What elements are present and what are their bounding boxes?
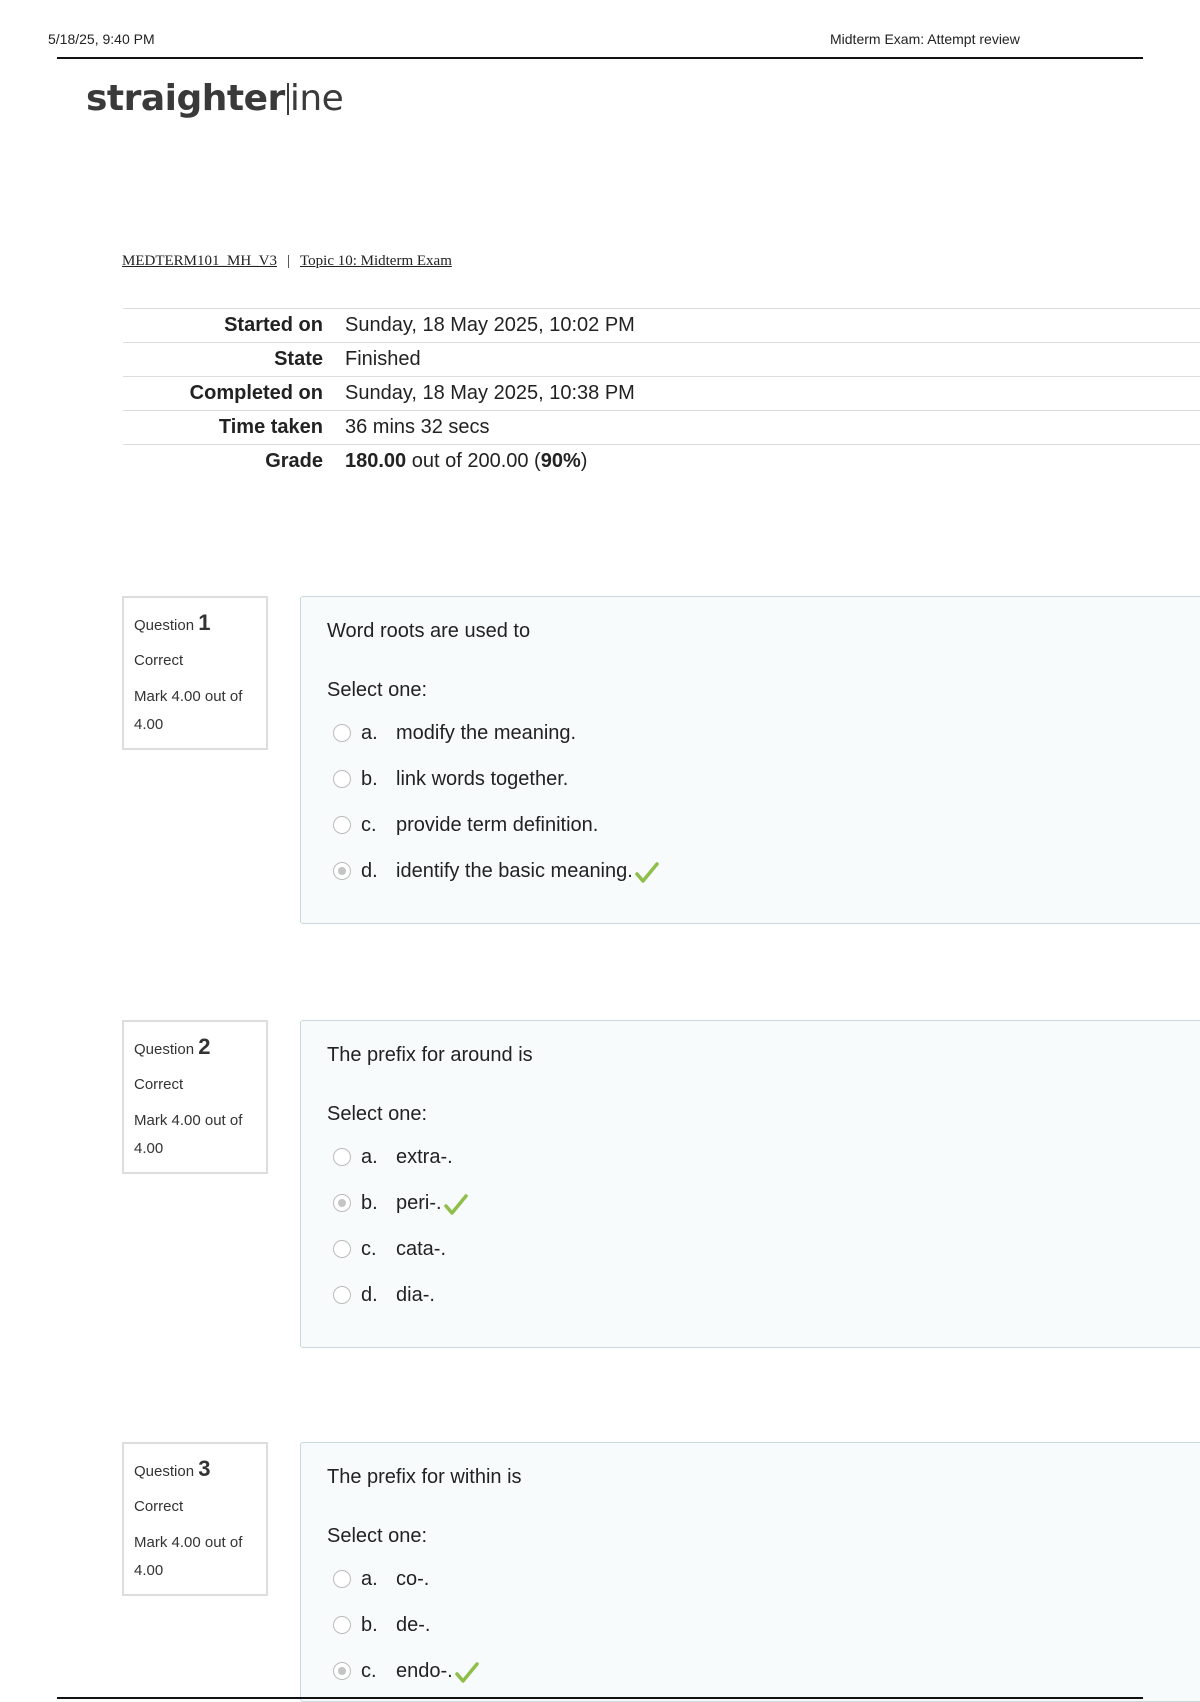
radio-button[interactable] xyxy=(333,1570,351,1588)
question-number-line xyxy=(134,610,256,636)
footer-divider xyxy=(57,1697,1143,1699)
answer-text: identify the basic meaning. xyxy=(396,859,633,882)
answer-option[interactable] xyxy=(327,1556,1193,1602)
question-mark: Mark 4.00 out of 4.00 xyxy=(134,1534,243,1579)
answer-text: co-. xyxy=(396,1567,430,1590)
question-mark: Mark 4.00 out of 4.00 xyxy=(134,1112,243,1157)
summary-label: Completed on xyxy=(189,382,323,404)
answer-option-selected[interactable] xyxy=(327,848,1193,894)
summary-value: Sunday, 18 May 2025, 10:38 PM xyxy=(345,382,635,404)
answer-letter: d. xyxy=(361,859,378,882)
answer-letter: c. xyxy=(361,1659,377,1682)
question-label: Question xyxy=(134,617,195,634)
radio-button-selected[interactable] xyxy=(333,862,351,880)
answer-option[interactable] xyxy=(327,710,1193,756)
grade-close: ) xyxy=(580,450,588,473)
answer-text: modify the meaning. xyxy=(396,721,577,744)
breadcrumb-topic-link[interactable]: Topic 10: Midterm Exam xyxy=(300,253,452,269)
question-info-box xyxy=(122,1020,268,1174)
question-number-line xyxy=(134,1456,256,1482)
answer-text: extra-. xyxy=(396,1145,453,1168)
breadcrumb-course-link[interactable]: MEDTERM101_MH_V3 xyxy=(122,253,278,269)
question-text: The prefix for within is xyxy=(327,1466,522,1488)
breadcrumb-separator: | xyxy=(287,253,291,269)
summary-row-started xyxy=(123,309,1200,343)
answer-letter: b. xyxy=(361,1613,378,1636)
question-content xyxy=(300,1020,1200,1348)
question-text: Word roots are used to xyxy=(327,620,531,642)
summary-row-state xyxy=(123,343,1200,377)
summary-label: State xyxy=(274,348,323,370)
checkmark-icon xyxy=(635,861,659,885)
answer-option-selected[interactable] xyxy=(327,1648,1193,1694)
radio-button[interactable] xyxy=(333,1240,351,1258)
print-title: Midterm Exam: Attempt review xyxy=(830,31,1020,47)
question-label: Question xyxy=(134,1041,195,1058)
grade-value xyxy=(345,445,1200,479)
answer-text: link words together. xyxy=(396,767,569,790)
question-number-line xyxy=(134,1034,256,1060)
answer-letter: b. xyxy=(361,767,378,790)
radio-button-selected[interactable] xyxy=(333,1194,351,1212)
answer-text: dia-. xyxy=(396,1283,435,1306)
summary-label: Started on xyxy=(224,314,323,336)
answer-list xyxy=(327,1556,1193,1694)
answer-text: cata-. xyxy=(396,1237,447,1260)
logo-text-bold: straighter xyxy=(86,78,285,119)
question-prompt: Select one: xyxy=(327,1103,428,1125)
answer-option-selected[interactable] xyxy=(327,1180,1193,1226)
question-state: Correct xyxy=(134,1076,184,1093)
breadcrumb xyxy=(122,253,452,270)
summary-value: Sunday, 18 May 2025, 10:02 PM xyxy=(345,314,635,336)
attempt-summary-table xyxy=(123,308,1200,479)
answer-letter: a. xyxy=(361,1145,378,1168)
question-content xyxy=(300,596,1200,924)
grade-percent: 90% xyxy=(540,450,581,473)
question-state: Correct xyxy=(134,652,184,669)
summary-value: Finished xyxy=(345,348,421,370)
logo-bar xyxy=(287,83,289,115)
question-number: 3 xyxy=(198,1456,211,1481)
logo-text-light: ine xyxy=(289,78,344,119)
question-number: 1 xyxy=(198,610,211,635)
question-prompt: Select one: xyxy=(327,679,428,701)
answer-option[interactable] xyxy=(327,1602,1193,1648)
radio-button[interactable] xyxy=(333,1148,351,1166)
radio-button[interactable] xyxy=(333,1616,351,1634)
radio-button[interactable] xyxy=(333,1286,351,1304)
radio-button-selected[interactable] xyxy=(333,1662,351,1680)
question-info-box xyxy=(122,596,268,750)
answer-option[interactable] xyxy=(327,1272,1193,1318)
question-text: The prefix for around is xyxy=(327,1044,533,1066)
summary-row-grade xyxy=(123,445,1200,479)
answer-list xyxy=(327,710,1193,894)
print-date: 5/18/25, 9:40 PM xyxy=(48,31,155,47)
question-number: 2 xyxy=(198,1034,211,1059)
answer-text: peri-. xyxy=(396,1191,442,1214)
answer-letter: a. xyxy=(361,1567,378,1590)
answer-option[interactable] xyxy=(327,1226,1193,1272)
answer-letter: d. xyxy=(361,1283,378,1306)
grade-score: 180.00 xyxy=(345,450,407,473)
answer-text: de-. xyxy=(396,1613,431,1636)
question-mark: Mark 4.00 out of 4.00 xyxy=(134,688,243,733)
checkmark-icon xyxy=(444,1193,468,1217)
answer-text: provide term definition. xyxy=(396,813,599,836)
question-content xyxy=(300,1442,1200,1702)
answer-list xyxy=(327,1134,1193,1318)
answer-text: endo-. xyxy=(396,1659,453,1682)
radio-button[interactable] xyxy=(333,816,351,834)
straighterline-logo[interactable] xyxy=(86,78,343,119)
answer-option[interactable] xyxy=(327,756,1193,802)
radio-button[interactable] xyxy=(333,724,351,742)
grade-out-of: out of 200.00 ( xyxy=(411,450,541,473)
print-header xyxy=(0,0,1200,60)
summary-label: Grade xyxy=(265,450,323,473)
answer-letter: c. xyxy=(361,1237,377,1260)
checkmark-icon xyxy=(455,1661,479,1685)
question-prompt: Select one: xyxy=(327,1525,428,1547)
question-label: Question xyxy=(134,1463,195,1480)
answer-option[interactable] xyxy=(327,1134,1193,1180)
summary-row-completed xyxy=(123,377,1200,411)
summary-label: Time taken xyxy=(218,416,323,438)
summary-value: 36 mins 32 secs xyxy=(345,416,490,438)
answer-letter: a. xyxy=(361,721,378,744)
answer-option[interactable] xyxy=(327,802,1193,848)
answer-letter: c. xyxy=(361,813,377,836)
question-info-box xyxy=(122,1442,268,1596)
question-state: Correct xyxy=(134,1498,184,1515)
header-divider xyxy=(57,57,1143,59)
summary-row-time xyxy=(123,411,1200,445)
radio-button[interactable] xyxy=(333,770,351,788)
answer-letter: b. xyxy=(361,1191,378,1214)
